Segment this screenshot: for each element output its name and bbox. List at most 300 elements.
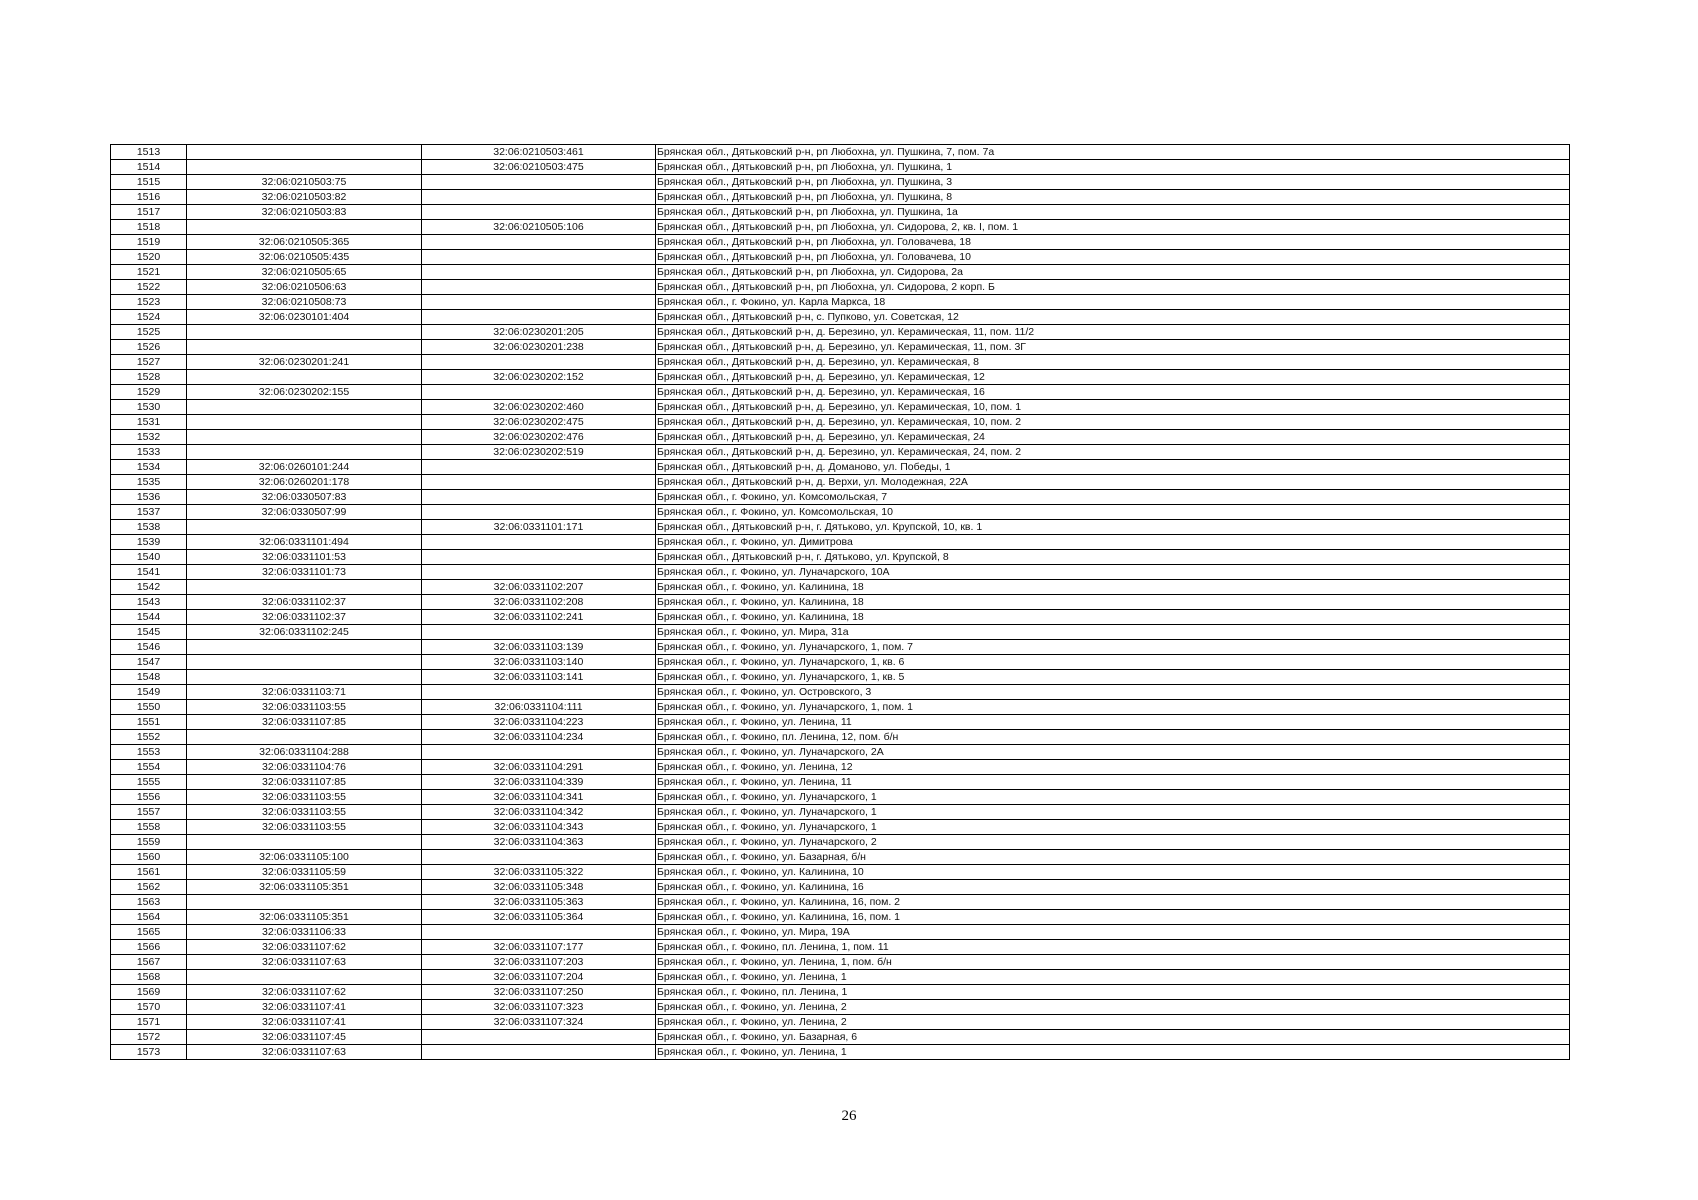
land-cadastral-number-cell: [187, 340, 422, 355]
address-cell: Брянская обл., г. Фокино, ул. Луначарского, 1, пом. 7: [656, 640, 1570, 655]
table-row: [111, 250, 1570, 265]
row-number-cell: 1572: [111, 1030, 187, 1045]
land-cadastral-number-cell: 32:06:0331105:100: [187, 850, 422, 865]
table-row: [111, 970, 1570, 985]
land-cadastral-number-cell: 32:06:0331107:85: [187, 775, 422, 790]
row-number-cell: 1573: [111, 1045, 187, 1060]
address-cell: Брянская обл., г. Фокино, ул. Ленина, 1: [656, 1045, 1570, 1060]
land-cadastral-number-cell: [187, 670, 422, 685]
table-row: [111, 745, 1570, 760]
building-cadastral-number-cell: 32:06:0331107:323: [422, 1000, 656, 1015]
table-row: [111, 910, 1570, 925]
row-number-cell: 1520: [111, 250, 187, 265]
address-cell: Брянская обл., Дятьковский р-н, рп Любохна, ул. Пушкина, 7, пом. 7а: [656, 145, 1570, 160]
table-row: [111, 715, 1570, 730]
address-cell: Брянская обл., Дятьковский р-н, д. Верхи, ул. Молодежная, 22А: [656, 475, 1570, 490]
table-row: [111, 370, 1570, 385]
row-number-cell: 1548: [111, 670, 187, 685]
row-number-cell: 1552: [111, 730, 187, 745]
table-row: [111, 175, 1570, 190]
land-cadastral-number-cell: [187, 445, 422, 460]
row-number-cell: 1545: [111, 625, 187, 640]
land-cadastral-number-cell: 32:06:0331101:73: [187, 565, 422, 580]
land-cadastral-number-cell: 32:06:0230101:404: [187, 310, 422, 325]
table-row: [111, 205, 1570, 220]
row-number-cell: 1549: [111, 685, 187, 700]
table-row: [111, 730, 1570, 745]
building-cadastral-number-cell: [422, 565, 656, 580]
address-cell: Брянская обл., г. Фокино, ул. Ленина, 2: [656, 1000, 1570, 1015]
land-cadastral-number-cell: 32:06:0330507:83: [187, 490, 422, 505]
table-row: [111, 445, 1570, 460]
table-row: [111, 760, 1570, 775]
row-number-cell: 1555: [111, 775, 187, 790]
table-row: [111, 325, 1570, 340]
building-cadastral-number-cell: [422, 460, 656, 475]
land-cadastral-number-cell: [187, 580, 422, 595]
building-cadastral-number-cell: [422, 490, 656, 505]
building-cadastral-number-cell: 32:06:0331107:324: [422, 1015, 656, 1030]
building-cadastral-number-cell: [422, 625, 656, 640]
land-cadastral-number-cell: 32:06:0331104:288: [187, 745, 422, 760]
table-row: [111, 670, 1570, 685]
building-cadastral-number-cell: [422, 295, 656, 310]
row-number-cell: 1564: [111, 910, 187, 925]
building-cadastral-number-cell: 32:06:0331104:234: [422, 730, 656, 745]
table-row: [111, 820, 1570, 835]
table-row: [111, 235, 1570, 250]
table-row: [111, 400, 1570, 415]
table-row: [111, 355, 1570, 370]
building-cadastral-number-cell: [422, 205, 656, 220]
address-cell: Брянская обл., Дятьковский р-н, рп Любохна, ул. Пушкина, 1а: [656, 205, 1570, 220]
table-row: [111, 160, 1570, 175]
row-number-cell: 1540: [111, 550, 187, 565]
row-number-cell: 1568: [111, 970, 187, 985]
row-number-cell: 1526: [111, 340, 187, 355]
address-cell: Брянская обл., г. Фокино, ул. Луначарского, 2А: [656, 745, 1570, 760]
land-cadastral-number-cell: 32:06:0331107:85: [187, 715, 422, 730]
address-cell: Брянская обл., г. Фокино, ул. Димитрова: [656, 535, 1570, 550]
address-cell: Брянская обл., г. Фокино, ул. Луначарского, 1, кв. 5: [656, 670, 1570, 685]
building-cadastral-number-cell: 32:06:0331104:291: [422, 760, 656, 775]
row-number-cell: 1518: [111, 220, 187, 235]
building-cadastral-number-cell: [422, 280, 656, 295]
building-cadastral-number-cell: [422, 190, 656, 205]
row-number-cell: 1531: [111, 415, 187, 430]
building-cadastral-number-cell: 32:06:0331104:223: [422, 715, 656, 730]
table-row: [111, 190, 1570, 205]
building-cadastral-number-cell: 32:06:0331105:363: [422, 895, 656, 910]
table-row: [111, 985, 1570, 1000]
building-cadastral-number-cell: 32:06:0331101:171: [422, 520, 656, 535]
land-cadastral-number-cell: 32:06:0331107:62: [187, 940, 422, 955]
address-cell: Брянская обл., г. Фокино, ул. Луначарского, 2: [656, 835, 1570, 850]
building-cadastral-number-cell: [422, 310, 656, 325]
building-cadastral-number-cell: 32:06:0331104:343: [422, 820, 656, 835]
address-cell: Брянская обл., Дятьковский р-н, рп Любохна, ул. Пушкина, 8: [656, 190, 1570, 205]
table-row: [111, 475, 1570, 490]
address-cell: Брянская обл., г. Фокино, ул. Луначарского, 1, кв. 6: [656, 655, 1570, 670]
row-number-cell: 1519: [111, 235, 187, 250]
building-cadastral-number-cell: [422, 235, 656, 250]
table-row: [111, 460, 1570, 475]
address-cell: Брянская обл., г. Фокино, ул. Мира, 19А: [656, 925, 1570, 940]
land-cadastral-number-cell: 32:06:0230201:241: [187, 355, 422, 370]
land-cadastral-number-cell: [187, 220, 422, 235]
address-cell: Брянская обл., г. Фокино, пл. Ленина, 12, пом. б/н: [656, 730, 1570, 745]
building-cadastral-number-cell: 32:06:0331103:141: [422, 670, 656, 685]
land-cadastral-number-cell: 32:06:0331102:37: [187, 610, 422, 625]
building-cadastral-number-cell: 32:06:0230201:205: [422, 325, 656, 340]
address-cell: Брянская обл., Дятьковский р-н, д. Березино, ул. Керамическая, 12: [656, 370, 1570, 385]
table-row: [111, 685, 1570, 700]
row-number-cell: 1557: [111, 805, 187, 820]
table-row: [111, 625, 1570, 640]
table-row: [111, 280, 1570, 295]
building-cadastral-number-cell: 32:06:0331107:204: [422, 970, 656, 985]
address-cell: Брянская обл., Дятьковский р-н, д. Березино, ул. Керамическая, 11, пом. 11/2: [656, 325, 1570, 340]
land-cadastral-number-cell: [187, 895, 422, 910]
address-cell: Брянская обл., Дятьковский р-н, д. Березино, ул. Керамическая, 16: [656, 385, 1570, 400]
address-cell: Брянская обл., г. Фокино, ул. Мира, 31а: [656, 625, 1570, 640]
row-number-cell: 1550: [111, 700, 187, 715]
building-cadastral-number-cell: 32:06:0331103:140: [422, 655, 656, 670]
table-row: [111, 925, 1570, 940]
table-row: [111, 220, 1570, 235]
building-cadastral-number-cell: 32:06:0331107:203: [422, 955, 656, 970]
building-cadastral-number-cell: 32:06:0230202:475: [422, 415, 656, 430]
table-row: [111, 790, 1570, 805]
row-number-cell: 1569: [111, 985, 187, 1000]
building-cadastral-number-cell: 32:06:0331104:341: [422, 790, 656, 805]
registry-table-body: [111, 145, 1570, 1060]
building-cadastral-number-cell: [422, 175, 656, 190]
land-cadastral-number-cell: 32:06:0331103:71: [187, 685, 422, 700]
land-cadastral-number-cell: [187, 370, 422, 385]
row-number-cell: 1542: [111, 580, 187, 595]
table-row: [111, 520, 1570, 535]
building-cadastral-number-cell: 32:06:0331102:207: [422, 580, 656, 595]
land-cadastral-number-cell: [187, 160, 422, 175]
row-number-cell: 1525: [111, 325, 187, 340]
table-row: [111, 595, 1570, 610]
land-cadastral-number-cell: [187, 430, 422, 445]
land-cadastral-number-cell: 32:06:0210506:63: [187, 280, 422, 295]
building-cadastral-number-cell: 32:06:0210505:106: [422, 220, 656, 235]
table-row: [111, 535, 1570, 550]
land-cadastral-number-cell: [187, 520, 422, 535]
address-cell: Брянская обл., г. Фокино, ул. Калинина, 18: [656, 580, 1570, 595]
address-cell: Брянская обл., г. Фокино, ул. Калинина, 16: [656, 880, 1570, 895]
row-number-cell: 1551: [111, 715, 187, 730]
land-cadastral-number-cell: 32:06:0210503:75: [187, 175, 422, 190]
address-cell: Брянская обл., Дятьковский р-н, с. Пупково, ул. Советская, 12: [656, 310, 1570, 325]
building-cadastral-number-cell: 32:06:0230202:476: [422, 430, 656, 445]
land-cadastral-number-cell: [187, 325, 422, 340]
land-cadastral-number-cell: 32:06:0331104:76: [187, 760, 422, 775]
building-cadastral-number-cell: 32:06:0331104:342: [422, 805, 656, 820]
address-cell: Брянская обл., Дятьковский р-н, д. Березино, ул. Керамическая, 8: [656, 355, 1570, 370]
building-cadastral-number-cell: 32:06:0331107:250: [422, 985, 656, 1000]
table-row: [111, 310, 1570, 325]
land-cadastral-number-cell: 32:06:0331107:62: [187, 985, 422, 1000]
address-cell: Брянская обл., Дятьковский р-н, рп Любохна, ул. Пушкина, 1: [656, 160, 1570, 175]
building-cadastral-number-cell: 32:06:0331102:241: [422, 610, 656, 625]
row-number-cell: 1514: [111, 160, 187, 175]
land-cadastral-number-cell: [187, 970, 422, 985]
address-cell: Брянская обл., г. Фокино, пл. Ленина, 1, пом. 11: [656, 940, 1570, 955]
building-cadastral-number-cell: [422, 505, 656, 520]
land-cadastral-number-cell: 32:06:0331107:45: [187, 1030, 422, 1045]
land-cadastral-number-cell: 32:06:0331103:55: [187, 805, 422, 820]
table-row: [111, 580, 1570, 595]
table-row: [111, 805, 1570, 820]
row-number-cell: 1517: [111, 205, 187, 220]
land-cadastral-number-cell: 32:06:0331103:55: [187, 820, 422, 835]
page-number: 26: [841, 1108, 857, 1124]
land-cadastral-number-cell: [187, 730, 422, 745]
building-cadastral-number-cell: 32:06:0230202:460: [422, 400, 656, 415]
land-cadastral-number-cell: 32:06:0331107:41: [187, 1000, 422, 1015]
land-cadastral-number-cell: 32:06:0230202:155: [187, 385, 422, 400]
building-cadastral-number-cell: 32:06:0331104:339: [422, 775, 656, 790]
building-cadastral-number-cell: [422, 250, 656, 265]
row-number-cell: 1561: [111, 865, 187, 880]
table-row: [111, 1030, 1570, 1045]
land-cadastral-number-cell: 32:06:0331106:33: [187, 925, 422, 940]
address-cell: Брянская обл., г. Фокино, ул. Калинина, 10: [656, 865, 1570, 880]
building-cadastral-number-cell: [422, 925, 656, 940]
address-cell: Брянская обл., г. Фокино, ул. Комсомольская, 7: [656, 490, 1570, 505]
land-cadastral-number-cell: 32:06:0331105:351: [187, 910, 422, 925]
address-cell: Брянская обл., г. Фокино, ул. Базарная, б/н: [656, 850, 1570, 865]
table-row: [111, 1015, 1570, 1030]
row-number-cell: 1538: [111, 520, 187, 535]
address-cell: Брянская обл., г. Фокино, ул. Базарная, 6: [656, 1030, 1570, 1045]
address-cell: Брянская обл., Дятьковский р-н, рп Любохна, ул. Сидорова, 2а: [656, 265, 1570, 280]
address-cell: Брянская обл., Дятьковский р-н, г. Дятьково, ул. Крупской, 8: [656, 550, 1570, 565]
registry-table: [110, 144, 1570, 1060]
address-cell: Брянская обл., г. Фокино, ул. Ленина, 2: [656, 1015, 1570, 1030]
table-row: [111, 295, 1570, 310]
building-cadastral-number-cell: 32:06:0331105:364: [422, 910, 656, 925]
land-cadastral-number-cell: 32:06:0331105:351: [187, 880, 422, 895]
row-number-cell: 1537: [111, 505, 187, 520]
table-row: [111, 895, 1570, 910]
land-cadastral-number-cell: 32:06:0331102:245: [187, 625, 422, 640]
land-cadastral-number-cell: 32:06:0260101:244: [187, 460, 422, 475]
table-row: [111, 655, 1570, 670]
table-row: [111, 835, 1570, 850]
table-row: [111, 430, 1570, 445]
row-number-cell: 1554: [111, 760, 187, 775]
row-number-cell: 1528: [111, 370, 187, 385]
land-cadastral-number-cell: 32:06:0331102:37: [187, 595, 422, 610]
table-row: [111, 775, 1570, 790]
land-cadastral-number-cell: 32:06:0331103:55: [187, 700, 422, 715]
row-number-cell: 1556: [111, 790, 187, 805]
land-cadastral-number-cell: 32:06:0210505:365: [187, 235, 422, 250]
building-cadastral-number-cell: 32:06:0230201:238: [422, 340, 656, 355]
building-cadastral-number-cell: [422, 265, 656, 280]
row-number-cell: 1566: [111, 940, 187, 955]
address-cell: Брянская обл., Дятьковский р-н, д. Березино, ул. Керамическая, 10, пом. 1: [656, 400, 1570, 415]
building-cadastral-number-cell: [422, 385, 656, 400]
row-number-cell: 1527: [111, 355, 187, 370]
address-cell: Брянская обл., Дятьковский р-н, д. Березино, ул. Керамическая, 10, пом. 2: [656, 415, 1570, 430]
land-cadastral-number-cell: [187, 415, 422, 430]
address-cell: Брянская обл., Дятьковский р-н, рп Любохна, ул. Головачева, 18: [656, 235, 1570, 250]
row-number-cell: 1539: [111, 535, 187, 550]
building-cadastral-number-cell: 32:06:0331105:322: [422, 865, 656, 880]
land-cadastral-number-cell: [187, 400, 422, 415]
table-row: [111, 145, 1570, 160]
address-cell: Брянская обл., Дятьковский р-н, рп Любохна, ул. Сидорова, 2 корп. Б: [656, 280, 1570, 295]
land-cadastral-number-cell: [187, 655, 422, 670]
address-cell: Брянская обл., г. Фокино, ул. Луначарского, 1: [656, 790, 1570, 805]
building-cadastral-number-cell: 32:06:0331105:348: [422, 880, 656, 895]
land-cadastral-number-cell: 32:06:0210505:435: [187, 250, 422, 265]
building-cadastral-number-cell: [422, 1045, 656, 1060]
address-cell: Брянская обл., Дятьковский р-н, д. Березино, ул. Керамическая, 24, пом. 2: [656, 445, 1570, 460]
building-cadastral-number-cell: 32:06:0210503:461: [422, 145, 656, 160]
row-number-cell: 1560: [111, 850, 187, 865]
row-number-cell: 1547: [111, 655, 187, 670]
address-cell: Брянская обл., г. Фокино, пл. Ленина, 1: [656, 985, 1570, 1000]
address-cell: Брянская обл., Дятьковский р-н, д. Березино, ул. Керамическая, 11, пом. 3Г: [656, 340, 1570, 355]
table-row: [111, 640, 1570, 655]
row-number-cell: 1529: [111, 385, 187, 400]
building-cadastral-number-cell: 32:06:0230202:152: [422, 370, 656, 385]
row-number-cell: 1570: [111, 1000, 187, 1015]
land-cadastral-number-cell: 32:06:0331101:494: [187, 535, 422, 550]
building-cadastral-number-cell: [422, 1030, 656, 1045]
address-cell: Брянская обл., г. Фокино, ул. Ленина, 1: [656, 970, 1570, 985]
table-row: [111, 955, 1570, 970]
address-cell: Брянская обл., г. Фокино, ул. Комсомольская, 10: [656, 505, 1570, 520]
building-cadastral-number-cell: [422, 475, 656, 490]
row-number-cell: 1534: [111, 460, 187, 475]
table-row: [111, 550, 1570, 565]
row-number-cell: 1536: [111, 490, 187, 505]
building-cadastral-number-cell: [422, 745, 656, 760]
land-cadastral-number-cell: [187, 640, 422, 655]
table-row: [111, 700, 1570, 715]
address-cell: Брянская обл., г. Фокино, ул. Калинина, 18: [656, 595, 1570, 610]
building-cadastral-number-cell: 32:06:0331103:139: [422, 640, 656, 655]
row-number-cell: 1532: [111, 430, 187, 445]
building-cadastral-number-cell: 32:06:0331104:363: [422, 835, 656, 850]
land-cadastral-number-cell: 32:06:0210503:83: [187, 205, 422, 220]
table-row: [111, 385, 1570, 400]
row-number-cell: 1533: [111, 445, 187, 460]
table-row: [111, 940, 1570, 955]
row-number-cell: 1522: [111, 280, 187, 295]
row-number-cell: 1535: [111, 475, 187, 490]
row-number-cell: 1571: [111, 1015, 187, 1030]
table-row: [111, 490, 1570, 505]
address-cell: Брянская обл., Дятьковский р-н, рп Любохна, ул. Головачева, 10: [656, 250, 1570, 265]
land-cadastral-number-cell: 32:06:0331107:63: [187, 955, 422, 970]
land-cadastral-number-cell: 32:06:0331101:53: [187, 550, 422, 565]
land-cadastral-number-cell: 32:06:0331105:59: [187, 865, 422, 880]
land-cadastral-number-cell: 32:06:0210505:65: [187, 265, 422, 280]
table-row: [111, 850, 1570, 865]
land-cadastral-number-cell: [187, 835, 422, 850]
building-cadastral-number-cell: [422, 550, 656, 565]
table-row: [111, 1045, 1570, 1060]
building-cadastral-number-cell: [422, 535, 656, 550]
address-cell: Брянская обл., г. Фокино, ул. Ленина, 11: [656, 715, 1570, 730]
address-cell: Брянская обл., г. Фокино, ул. Ленина, 1, пом. б/н: [656, 955, 1570, 970]
land-cadastral-number-cell: [187, 145, 422, 160]
row-number-cell: 1562: [111, 880, 187, 895]
address-cell: Брянская обл., г. Фокино, ул. Калинина, 18: [656, 610, 1570, 625]
address-cell: Брянская обл., г. Фокино, ул. Луначарского, 1: [656, 805, 1570, 820]
building-cadastral-number-cell: 32:06:0230202:519: [422, 445, 656, 460]
address-cell: Брянская обл., Дятьковский р-н, д. Доманово, ул. Победы, 1: [656, 460, 1570, 475]
row-number-cell: 1544: [111, 610, 187, 625]
address-cell: Брянская обл., г. Фокино, ул. Луначарского, 1, пом. 1: [656, 700, 1570, 715]
row-number-cell: 1563: [111, 895, 187, 910]
building-cadastral-number-cell: 32:06:0331102:208: [422, 595, 656, 610]
land-cadastral-number-cell: 32:06:0331107:63: [187, 1045, 422, 1060]
row-number-cell: 1546: [111, 640, 187, 655]
land-cadastral-number-cell: 32:06:0331103:55: [187, 790, 422, 805]
row-number-cell: 1541: [111, 565, 187, 580]
row-number-cell: 1543: [111, 595, 187, 610]
address-cell: Брянская обл., г. Фокино, ул. Луначарского, 1: [656, 820, 1570, 835]
address-cell: Брянская обл., г. Фокино, ул. Островского, 3: [656, 685, 1570, 700]
land-cadastral-number-cell: 32:06:0210508:73: [187, 295, 422, 310]
address-cell: Брянская обл., г. Фокино, ул. Луначарского, 10А: [656, 565, 1570, 580]
row-number-cell: 1553: [111, 745, 187, 760]
building-cadastral-number-cell: 32:06:0331107:177: [422, 940, 656, 955]
land-cadastral-number-cell: 32:06:0210503:82: [187, 190, 422, 205]
address-cell: Брянская обл., Дятьковский р-н, рп Любохна, ул. Сидорова, 2, кв. I, пом. 1: [656, 220, 1570, 235]
table-row: [111, 505, 1570, 520]
address-cell: Брянская обл., г. Фокино, ул. Ленина, 11: [656, 775, 1570, 790]
address-cell: Брянская обл., Дятьковский р-н, рп Любохна, ул. Пушкина, 3: [656, 175, 1570, 190]
row-number-cell: 1565: [111, 925, 187, 940]
table-row: [111, 265, 1570, 280]
row-number-cell: 1523: [111, 295, 187, 310]
table-row: [111, 340, 1570, 355]
row-number-cell: 1558: [111, 820, 187, 835]
table-row: [111, 415, 1570, 430]
table-row: [111, 865, 1570, 880]
row-number-cell: 1515: [111, 175, 187, 190]
row-number-cell: 1559: [111, 835, 187, 850]
table-row: [111, 1000, 1570, 1015]
building-cadastral-number-cell: [422, 850, 656, 865]
row-number-cell: 1567: [111, 955, 187, 970]
address-cell: Брянская обл., г. Фокино, ул. Карла Маркса, 18: [656, 295, 1570, 310]
building-cadastral-number-cell: [422, 685, 656, 700]
building-cadastral-number-cell: [422, 355, 656, 370]
row-number-cell: 1513: [111, 145, 187, 160]
row-number-cell: 1516: [111, 190, 187, 205]
row-number-cell: 1521: [111, 265, 187, 280]
land-cadastral-number-cell: 32:06:0331107:41: [187, 1015, 422, 1030]
address-cell: Брянская обл., Дятьковский р-н, г. Дятьково, ул. Крупской, 10, кв. 1: [656, 520, 1570, 535]
row-number-cell: 1530: [111, 400, 187, 415]
address-cell: Брянская обл., г. Фокино, ул. Ленина, 12: [656, 760, 1570, 775]
row-number-cell: 1524: [111, 310, 187, 325]
address-cell: Брянская обл., г. Фокино, ул. Калинина, 16, пом. 1: [656, 910, 1570, 925]
building-cadastral-number-cell: 32:06:0210503:475: [422, 160, 656, 175]
